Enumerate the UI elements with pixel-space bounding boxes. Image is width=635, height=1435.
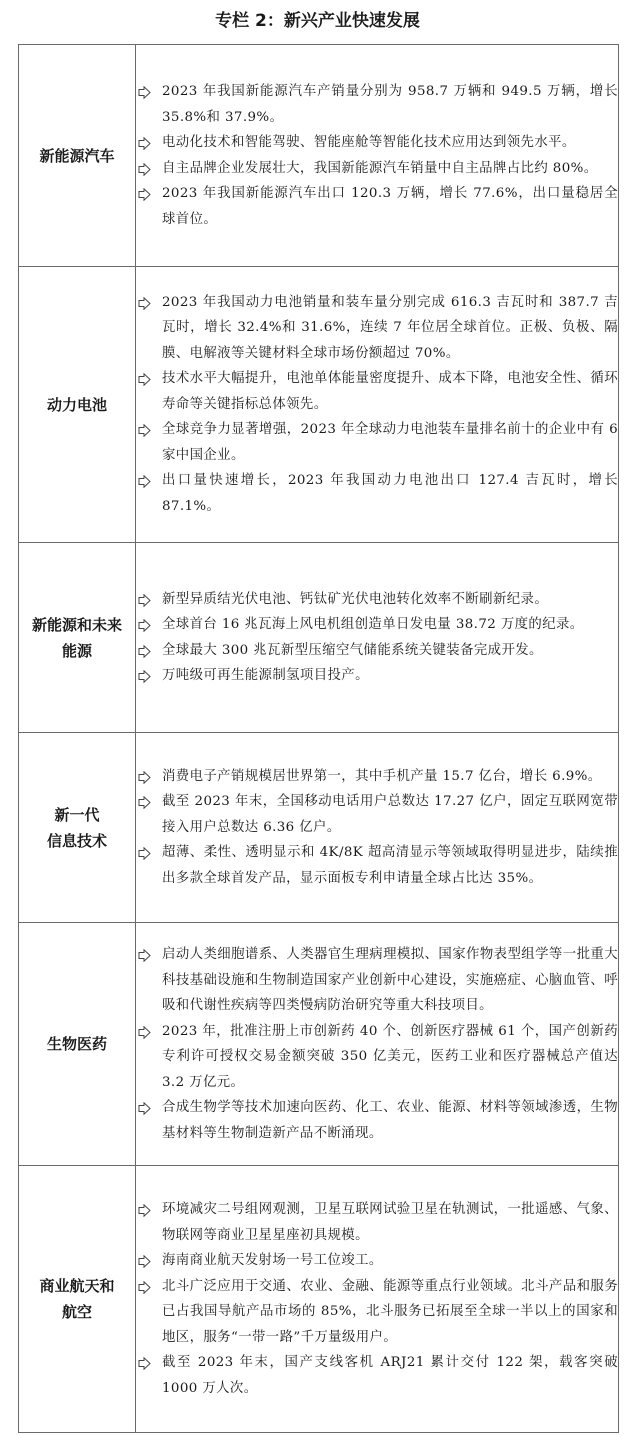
category-cell (19, 267, 136, 543)
items-cell (136, 45, 619, 267)
list-item (136, 79, 618, 130)
list-item-text: 万吨级可再生能源制氢项目投产。 (162, 668, 369, 683)
items-cell (136, 267, 619, 543)
list-item-text: 2023 年我国新能源汽车出口 120.3 万辆，增长 77.6%，出口量稳居全球首位。 (162, 186, 618, 227)
arrow-bullet-icon (138, 619, 151, 632)
list-item (136, 840, 618, 891)
list-item (136, 1350, 618, 1401)
list-item (136, 1197, 618, 1248)
list-item-text: 全球最大 300 兆瓦新型压缩空气储能系统关键装备完成开发。 (162, 642, 543, 658)
feature-box-body (19, 45, 619, 1433)
list-item-text: 合成生物学等技术加速向医药、化工、农业、能源、材料等领域渗透，生物基材料等生物制造新产品不断涌现。 (162, 1100, 618, 1141)
arrow-bullet-icon (138, 297, 151, 310)
list-item-text: 出口量快速增长，2023 年我国动力电池出口 127.4 吉瓦时，增长 87.1%。 (162, 473, 618, 514)
arrow-bullet-icon (138, 1281, 151, 1294)
list-item (136, 417, 618, 468)
section-row (19, 733, 619, 923)
list-item (136, 181, 618, 232)
arrow-bullet-icon (138, 1102, 151, 1115)
items-cell (136, 1166, 619, 1433)
arrow-bullet-icon (138, 475, 151, 488)
list-item (136, 130, 618, 156)
list-item (136, 587, 618, 613)
list-item-text: 北斗广泛应用于交通、农业、金融、能源等重点行业领域。北斗产品和服务已占我国导航产品市场的 85%，北斗服务已拓展至全球一半以上的国家和地区，服务“一带一路”千万量级用户。 (162, 1278, 618, 1345)
list-item (136, 1274, 618, 1351)
category-label: 新能源汽车 (39, 146, 115, 165)
arrow-bullet-icon (138, 1255, 151, 1268)
list-item (136, 290, 618, 367)
list-item (136, 366, 618, 417)
list-item-text: 消费电子产销规模居世界第一，其中手机产量 15.7 亿台，增长 6.9%。 (162, 768, 602, 784)
list-item-text: 自主品牌企业发展壮大，我国新能源汽车销量中自主品牌占比约 80%。 (162, 160, 598, 176)
list-item (136, 942, 618, 1019)
section-row (19, 923, 619, 1166)
list-item-text: 超薄、柔性、透明显示和 4K/8K 超高清显示等领域取得明显进步，陆续推出多款全球首发产品，显示面板专利申请量全球占比达 35%。 (162, 845, 618, 886)
list-item (136, 764, 618, 790)
list-item-text: 启动人类细胞谱系、人类器官生理病理模拟、国家作物表型组学等一批重大科技基础设施和生物制造国家产业创新中心建设，实施癌症、心脑血管、呼吸和代谢性疾病等四类慢病防治研究等重大科技项目。 (162, 947, 618, 1013)
category-label: 生物医药 (46, 1035, 107, 1053)
list-item (136, 156, 618, 182)
category-label: 新一代 信息技术 (46, 805, 107, 850)
arrow-bullet-icon (138, 424, 151, 437)
section-row (19, 1166, 619, 1433)
category-cell (19, 543, 136, 733)
feature-box-table (18, 44, 619, 1433)
list-item (136, 638, 618, 664)
list-item-text: 2023 年我国动力电池销量和装车量分别完成 616.3 吉瓦时和 387.7 吉瓦时，增长 32.4%和 31.6%，连续 7 年位居全球首位。正极、负极、隔膜、电解液等关键材料全球市场份额超过 70%。 (162, 294, 618, 361)
section-row (19, 45, 619, 267)
category-cell (19, 923, 136, 1166)
arrow-bullet-icon (138, 771, 151, 784)
list-item-text: 技术水平大幅提升，电池单体能量密度提升、成本下降，电池安全性、循环寿命等关键指标总体领先。 (162, 371, 618, 412)
list-item-text: 海南商业航天发射场一号工位竣工。 (162, 1253, 383, 1268)
list-item-text: 全球首台 16 兆瓦海上风电机组创造单日发电量 38.72 万度的纪录。 (162, 617, 584, 632)
items-cell (136, 923, 619, 1166)
arrow-bullet-icon (138, 594, 151, 607)
list-item (136, 1019, 618, 1096)
category-cell (19, 45, 136, 267)
category-cell (19, 733, 136, 923)
list-item-text: 2023 年我国新能源汽车产销量分别为 958.7 万辆和 949.5 万辆，增长 35.8%和 37.9%。 (162, 84, 618, 125)
list-item (136, 1248, 618, 1274)
list-item (136, 789, 618, 840)
items-cell (136, 733, 619, 923)
list-item (136, 612, 618, 638)
arrow-bullet-icon (138, 670, 151, 683)
box-title: 专栏 2：新兴产业快速发展 (215, 11, 420, 31)
items-cell (136, 543, 619, 733)
arrow-bullet-icon (138, 796, 151, 809)
list-item-text: 截至 2023 年末，全国移动电话用户总数达 17.27 亿户，固定互联网宽带接入用户总数达 6.36 亿户。 (162, 794, 618, 835)
arrow-bullet-icon (138, 86, 151, 99)
list-item-text: 全球竞争力显著增强，2023 年全球动力电池装车量排名前十的企业中有 6 家中国企业。 (162, 422, 618, 463)
section-row (19, 543, 619, 733)
list-item (136, 663, 618, 689)
category-label: 商业航天和 航空 (39, 1277, 115, 1321)
arrow-bullet-icon (138, 1204, 151, 1217)
category-cell (19, 1166, 136, 1433)
arrow-bullet-icon (138, 373, 151, 386)
arrow-bullet-icon (138, 949, 151, 962)
list-item-text: 电动化技术和智能驾驶、智能座舱等智能化技术应用达到领先水平。 (162, 135, 576, 150)
arrow-bullet-icon (138, 163, 151, 176)
arrow-bullet-icon (138, 1357, 151, 1370)
list-item (136, 1095, 618, 1146)
arrow-bullet-icon (138, 645, 151, 658)
section-row (19, 267, 619, 543)
list-item-text: 环境减灾二号组网观测，卫星互联网试验卫星在轨测试，一批遥感、气象、物联网等商业卫星星座初具规模。 (162, 1202, 618, 1243)
list-item-text: 新型异质结光伏电池、钙钛矿光伏电池转化效率不断刷新纪录。 (162, 591, 549, 607)
list-item (136, 468, 618, 519)
arrow-bullet-icon (138, 137, 151, 150)
category-label: 新能源和未来 能源 (31, 615, 122, 660)
arrow-bullet-icon (138, 1026, 151, 1039)
category-label: 动力电池 (46, 395, 107, 414)
list-item-text: 2023 年，批准注册上市创新药 40 个、创新医疗器械 61 个，国产创新药专利许可授权交易金额突破 350 亿美元，医药工业和医疗器械总产值达 3.2 万亿元。 (162, 1023, 618, 1090)
arrow-bullet-icon (138, 188, 151, 201)
list-item-text: 截至 2023 年末，国产支线客机 ARJ21 累计交付 122 架，载客突破 1000 万人次。 (162, 1355, 618, 1396)
arrow-bullet-icon (138, 847, 151, 860)
